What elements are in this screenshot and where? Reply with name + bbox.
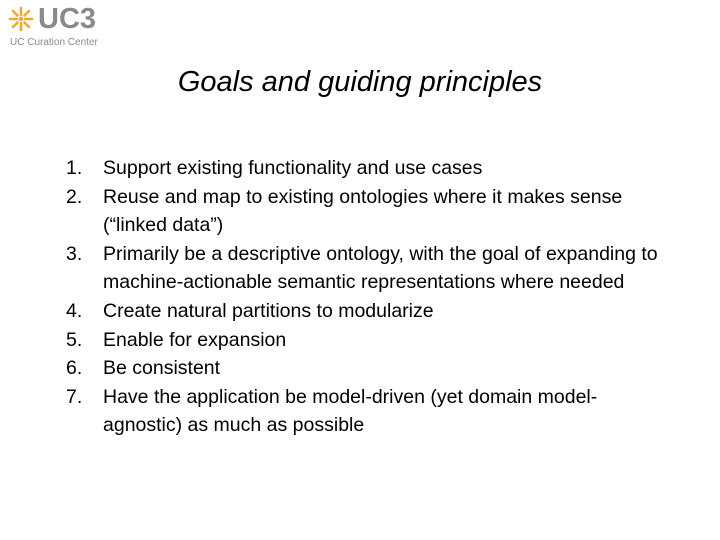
- list-item: [66, 326, 666, 355]
- list-item-number: 6.: [66, 357, 83, 380]
- list-item: [66, 354, 666, 383]
- slide-title: Goals and guiding principles: [177, 66, 543, 98]
- list-item-text: Support existing functionality and use cases: [103, 157, 483, 179]
- list-item-number: 7.: [66, 385, 83, 408]
- uc3-logo: [8, 4, 118, 50]
- list-item-number: 3.: [66, 242, 83, 265]
- list-item-text: Create natural partitions to modularize: [103, 299, 434, 322]
- list-item-number: 2.: [66, 185, 83, 208]
- list-item: [66, 240, 666, 297]
- list-item: [66, 154, 666, 183]
- list-item-number: 4.: [66, 299, 83, 322]
- list-item-number: 5.: [66, 328, 83, 351]
- list-item-text: Have the application be model-driven (yet domain model-agnostic) as much as possible: [103, 385, 598, 437]
- list-item-text: Enable for expansion: [103, 328, 287, 351]
- logo-subtitle: UC Curation Center: [10, 37, 98, 48]
- list-item: [66, 383, 666, 440]
- list-item-number: 1.: [66, 157, 83, 179]
- list-item-text: Be consistent: [103, 357, 221, 380]
- list-item-text: Reuse and map to existing ontologies where it makes sense (“linked data”): [103, 185, 623, 237]
- list-item-text: Primarily be a descriptive ontology, with the goal of expanding to machine-actionable semantic representations where needed: [103, 242, 658, 294]
- principles-list: [66, 154, 666, 440]
- logo-name: UC3: [38, 3, 97, 35]
- list-item: [66, 297, 666, 326]
- list-item: [66, 183, 666, 240]
- uc3-burst-icon: [8, 6, 34, 32]
